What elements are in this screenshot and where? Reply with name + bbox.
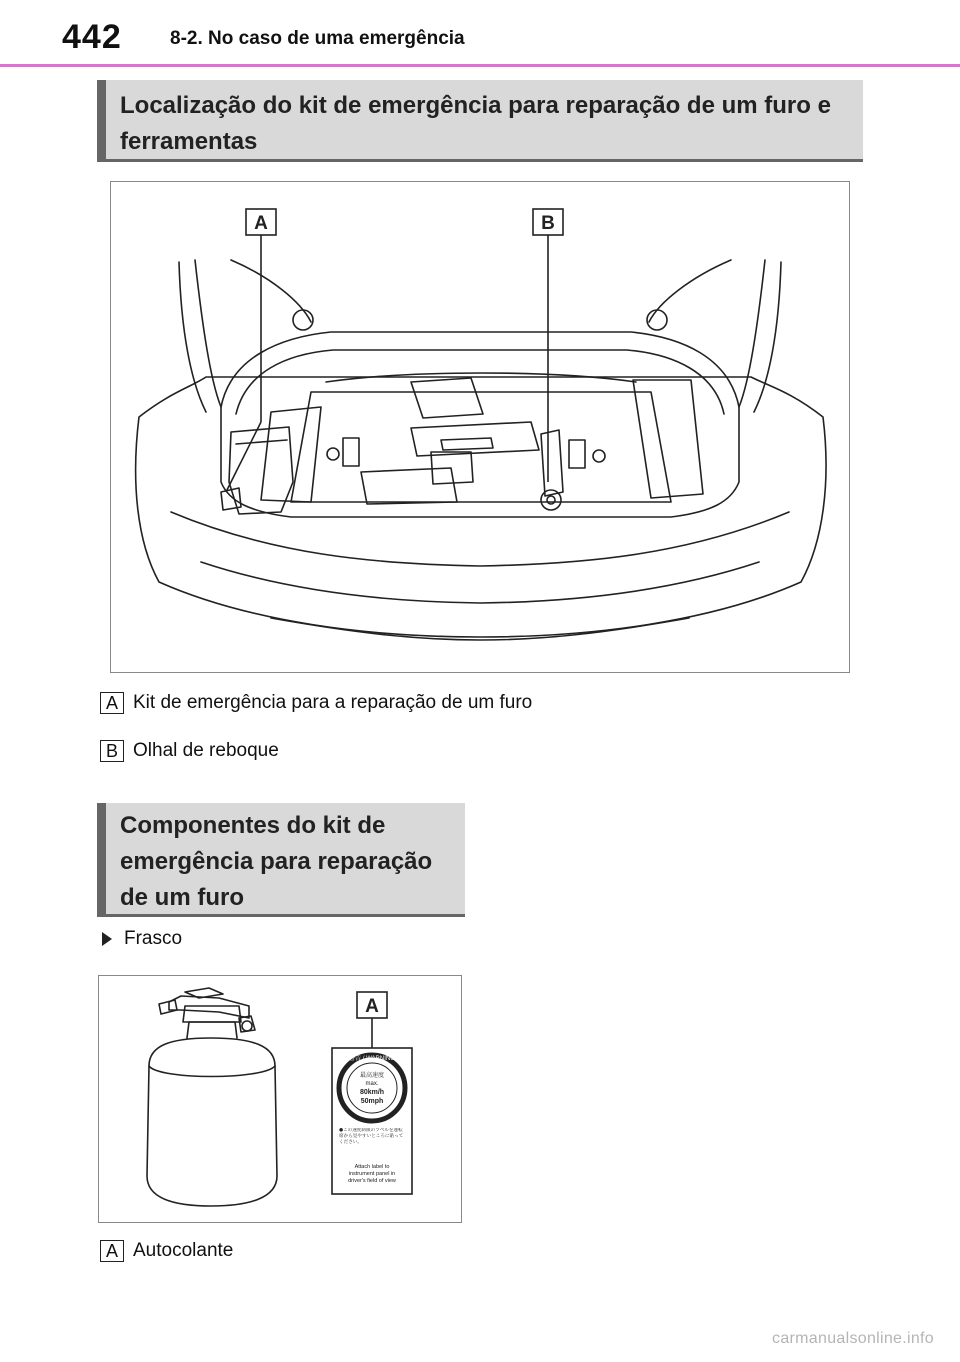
callout-kit <box>100 692 532 714</box>
sticker-speed-kmh: 80km/h <box>359 1089 385 1096</box>
sticker-inner-circle <box>347 1063 397 1113</box>
section-heading-location <box>97 80 863 162</box>
callout-towing-eye <box>100 740 279 762</box>
header-divider <box>0 64 960 67</box>
sticker-max-label: max. <box>365 1081 379 1087</box>
callout-text: Kit de emergência para a reparação de um furo <box>133 692 533 713</box>
trunk-illustration <box>110 181 850 673</box>
label-a: A <box>254 213 268 234</box>
page-number: 442 <box>62 18 122 56</box>
section-heading-line: Componentes do kit de <box>120 812 386 839</box>
sticker-en-line: Attach label to <box>354 1164 390 1170</box>
callout-sticker <box>100 1240 233 1262</box>
bottle-sticker-drawing <box>99 976 461 1222</box>
label-a: A <box>365 996 379 1017</box>
label-b: B <box>541 213 555 234</box>
section-heading-line: de um furo <box>120 884 244 911</box>
chapter-title: 8-2. No caso de uma emergência <box>170 28 465 49</box>
callout-text: Autocolante <box>133 1240 234 1261</box>
bottle-sticker-illustration <box>98 975 462 1223</box>
watermark: carmanualsonline.info <box>772 1330 934 1347</box>
callout-letter-box: B <box>100 740 124 762</box>
sticker-en-line: driver's field of view <box>348 1178 396 1184</box>
callout-text: Olhal de reboque <box>133 740 279 761</box>
section-heading-line: emergência para reparação <box>120 848 433 875</box>
bullet-text: Frasco <box>124 928 183 949</box>
callout-letter-box: A <box>100 1240 124 1262</box>
sticker-header: 警告 / WARNING <box>349 1056 395 1062</box>
bottle-icon <box>147 988 277 1206</box>
section-heading-components <box>97 803 465 917</box>
section-heading-line: Localização do kit de emergência para reparação de um furo e <box>120 92 831 119</box>
sticker-jp-note: ●この速度制限のラベルを運転席から見やすいところに貼ってください。 <box>339 1128 404 1145</box>
sticker-speed-mph: 50mph <box>360 1098 384 1105</box>
bullet-item-bottle <box>100 928 182 950</box>
trunk-drawing <box>111 182 849 672</box>
section-heading-line: ferramentas <box>120 128 258 155</box>
sticker-en-line: instrument panel in <box>348 1171 396 1177</box>
sticker-jp-speed: 最高速度 <box>359 1072 385 1079</box>
bullet-triangle-icon <box>102 932 112 946</box>
callout-letter-box: A <box>100 692 124 714</box>
